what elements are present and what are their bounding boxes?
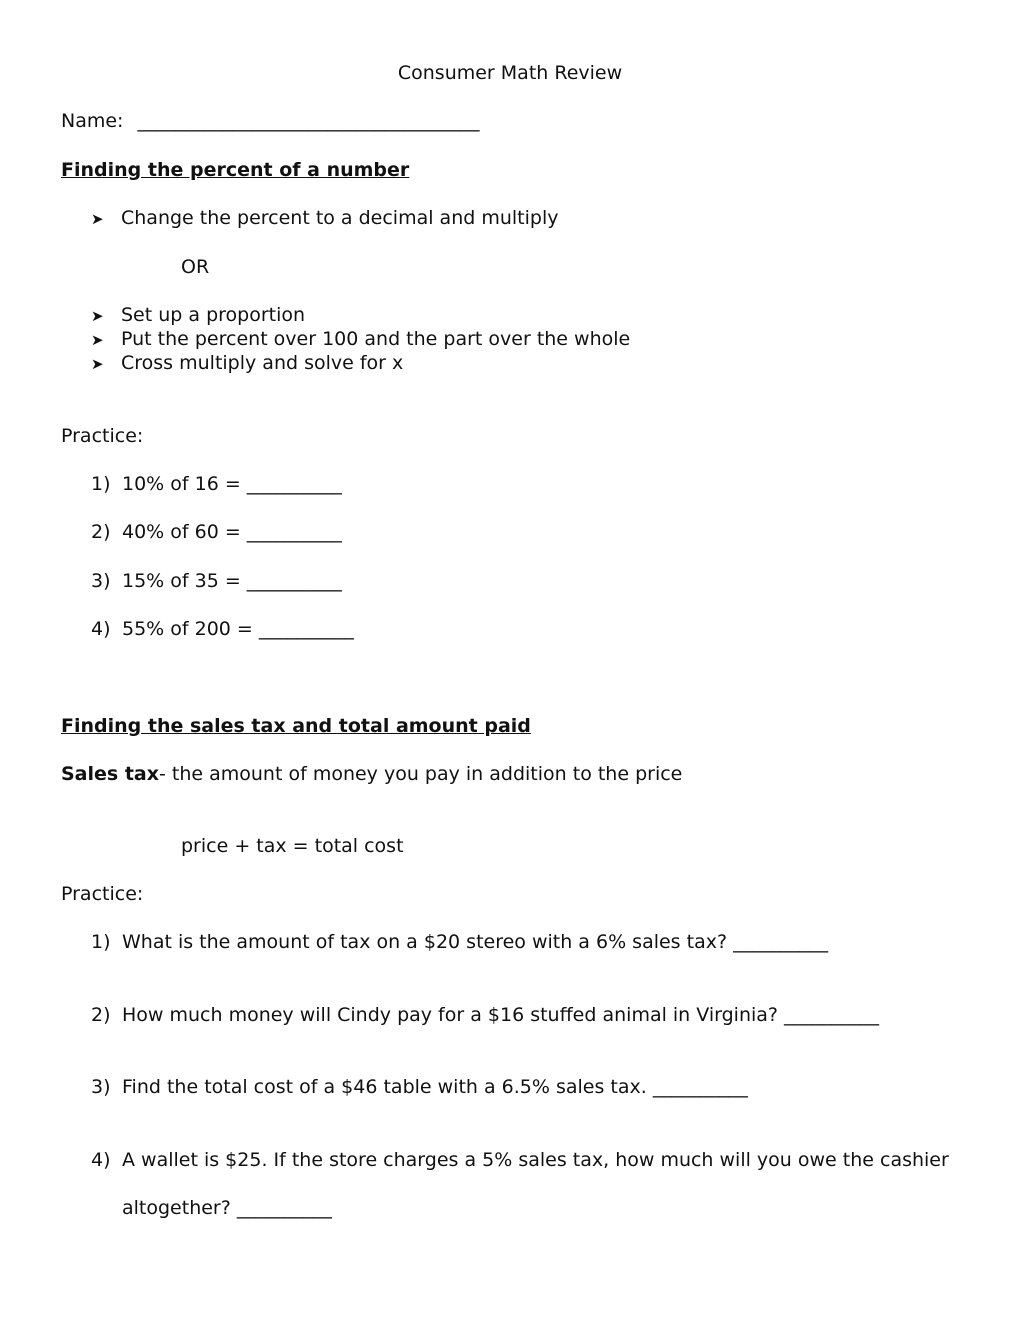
bullet-item: ➤ Set up a proportion (91, 304, 306, 326)
page-title: Consumer Math Review (397, 62, 623, 84)
arrowhead-bullet-icon: ➤ (91, 210, 104, 228)
sales-tax-definition: Sales tax- the amount of money you pay in addition to the price (61, 763, 683, 785)
practice-problem-continuation: altogether? __________ (122, 1197, 332, 1219)
arrowhead-bullet-icon: ➤ (91, 355, 104, 373)
practice-problem: 1) What is the amount of tax on a $20 stereo with a 6% sales tax? __________ (91, 931, 829, 953)
section2-heading: Finding the sales tax and total amount paid (61, 715, 531, 737)
or-text: OR (181, 256, 210, 278)
practice-problem: 4) A wallet is $25. If the store charges a 5% sales tax, how much will you owe the cashier (91, 1149, 949, 1171)
term: Sales tax (61, 763, 159, 785)
practice-problem: 3) 15% of 35 = __________ (91, 570, 342, 592)
practice-label: Practice: (61, 883, 144, 905)
bullet-item: ➤ Put the percent over 100 and the part over the whole (91, 328, 631, 350)
practice-problem: 4) 55% of 200 = __________ (91, 618, 354, 640)
practice-problem: 3) Find the total cost of a $46 table with a 6.5% sales tax. __________ (91, 1076, 748, 1098)
practice-problem: 2) 40% of 60 = __________ (91, 521, 342, 543)
name-blank: ____________________________________ (137, 110, 480, 132)
section1-heading: Finding the percent of a number (61, 159, 410, 181)
name-label: Name: (61, 110, 124, 132)
name-line (61, 109, 480, 133)
practice-problem: 2) How much money will Cindy pay for a $16 stuffed animal in Virginia? __________ (91, 1004, 880, 1026)
practice-problem: 1) 10% of 16 = __________ (91, 473, 342, 495)
arrowhead-bullet-icon: ➤ (91, 331, 104, 349)
arrowhead-bullet-icon: ➤ (91, 307, 104, 325)
practice-label: Practice: (61, 425, 144, 447)
bullet-item: ➤ Cross multiply and solve for x (91, 352, 404, 374)
bullet-item: ➤ Change the percent to a decimal and multiply (91, 207, 559, 229)
formula: price + tax = total cost (181, 835, 404, 857)
